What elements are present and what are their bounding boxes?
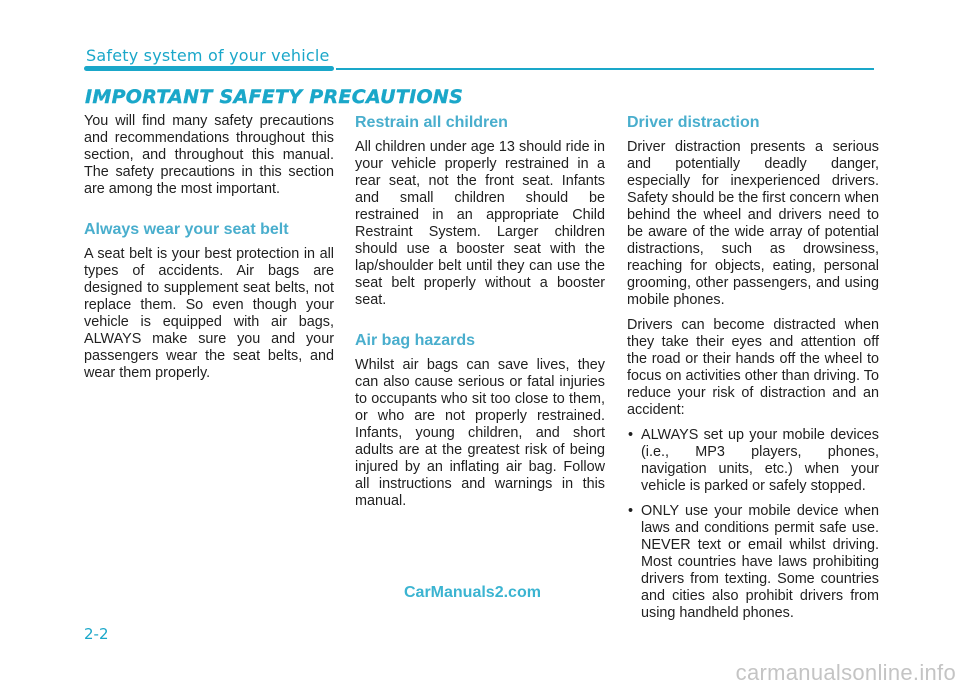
list-item-text: ALWAYS set up your mobile devices (i.e., MP3 players, phones, navigation units, etc.) when your vehicle is parked or safely stopped. <box>641 427 879 494</box>
children-heading: Restrain all children <box>355 114 508 131</box>
column-1 <box>84 113 334 390</box>
children-paragraph: All children under age 13 should ride in your vehicle properly restrained in a rear seat, not the front seat. Infants and small children should be restrained in an appropriate Child Restraint System. Larger children should use a booster seat with the lap/shoulder belt until they can use the seat belt properly without a booster seat. <box>355 139 605 308</box>
air-bag-paragraph: Whilst air bags can save lives, they can also cause serious or fatal injuries to occupants who sit too close to them, or who are not properly restrained. Infants, young children, and short adults are at the greatest risk of being injured by an inflating air bag. Follow all instructions and warnings in this manual. <box>355 357 605 509</box>
bullet-icon: • <box>628 503 634 519</box>
seat-belt-paragraph: A seat belt is your best protection in all types of accidents. Air bags are designed to supplement seat belts, not replace them. So even though your vehicle is equipped with air bags, ALWAYS make sure you and your passengers wear the seat belts, and wear them properly. <box>84 246 334 381</box>
page-number: 2-2 <box>84 625 109 643</box>
column-2 <box>355 113 605 518</box>
list-item-text: ONLY use your mobile device when laws and conditions permit safe use. NEVER text or email whilst driving. Most countries have laws prohibiting drivers from texting. Some countries and cities also prohibit drivers from using handheld phones. <box>641 503 879 621</box>
distraction-paragraph-2: Drivers can become distracted when they take their eyes and attention off the road or their hands off the wheel to focus on activities other than driving. To reduce your risk of distraction and an accident: <box>627 317 879 418</box>
page-title: IMPORTANT SAFETY PRECAUTIONS <box>85 86 464 108</box>
bullet-icon: • <box>628 427 634 443</box>
watermark-link[interactable]: CarManuals2.com <box>404 584 541 601</box>
header-rule-thin <box>336 68 874 70</box>
site-watermark: carmanualsonline.info <box>735 660 956 685</box>
distraction-list <box>627 427 879 622</box>
list-item <box>627 503 879 622</box>
seat-belt-heading: Always wear your seat belt <box>84 221 289 238</box>
column-3 <box>627 113 879 630</box>
section-label: Safety system of your vehicle <box>86 46 330 65</box>
intro-paragraph: You will find many safety precautions and recommendations throughout this section, and throughout this manual. The safety precautions in this section are among the most important. <box>84 113 334 197</box>
distraction-paragraph-1: Driver distraction presents a serious and potentially deadly danger, especially for inexperienced drivers. Safety should be the first concern when behind the wheel and drivers need to be aware of the wide array of potential distractions, such as drowsiness, reaching for objects, eating, personal grooming, other passengers, and using mobile phones. <box>627 139 879 308</box>
list-item <box>627 427 879 495</box>
distraction-heading: Driver distraction <box>627 114 760 131</box>
header-rule-thick <box>84 66 334 71</box>
air-bag-heading: Air bag hazards <box>355 332 476 349</box>
